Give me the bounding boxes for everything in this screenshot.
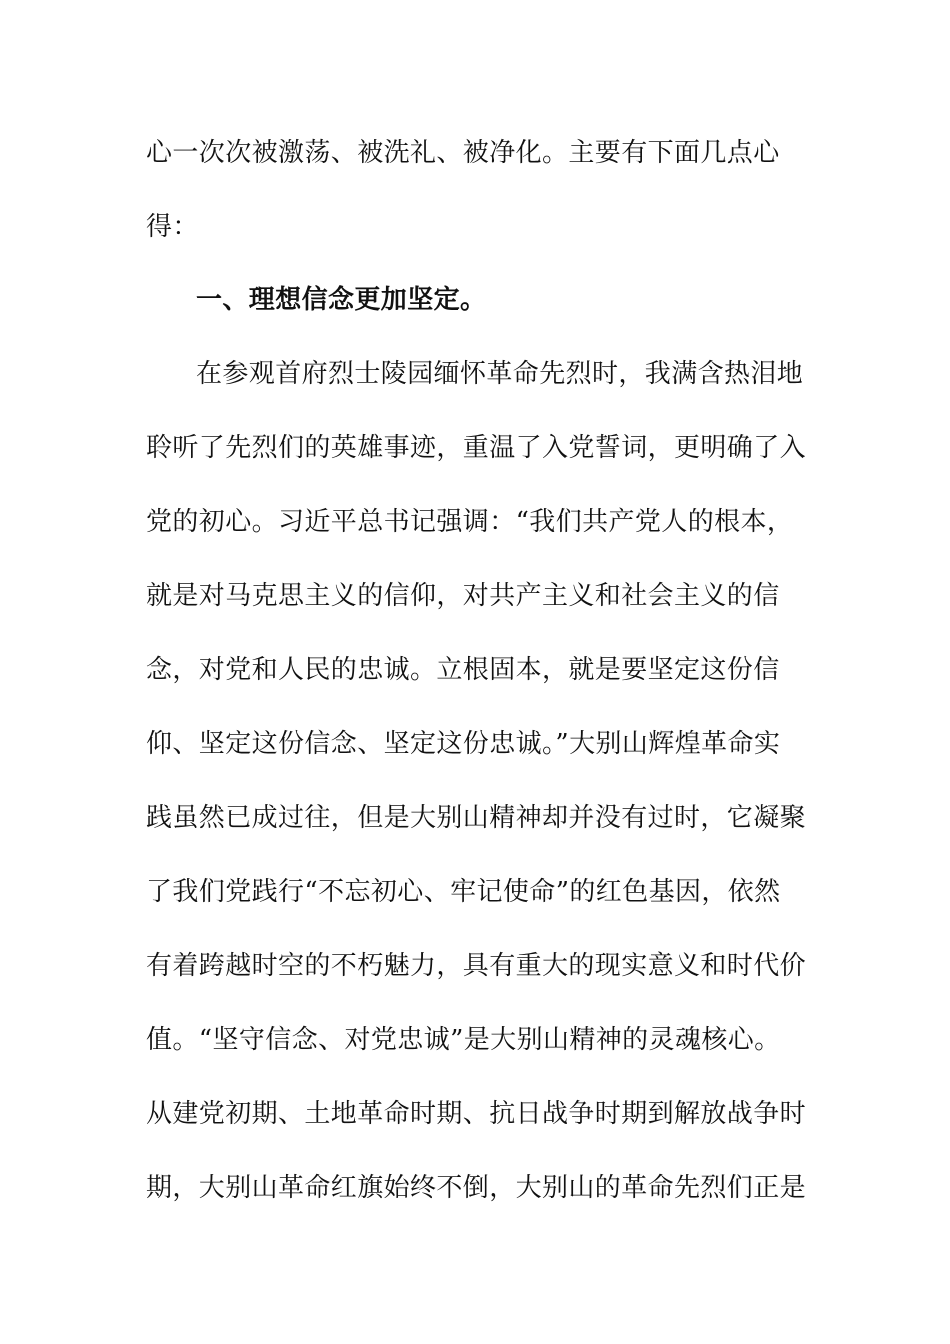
- text-line: 有着跨越时空的不朽魅力，具有重大的现实意义和时代价: [146, 951, 807, 981]
- text-line: 践虽然已成过往，但是大别山精神却并没有过时，它凝聚: [146, 803, 807, 833]
- text-line: 念，对党和人民的忠诚。立根固本，就是要坚定这份信: [146, 655, 780, 685]
- text-line: 就是对马克思主义的信仰，对共产主义和社会主义的信: [146, 581, 780, 611]
- text-line: 党的初心。习近平总书记强调：“我们共产党人的根本，: [146, 507, 794, 537]
- text-line: 从建党初期、土地革命时期、抗日战争时期到解放战争时: [146, 1099, 807, 1129]
- text-line: 了我们党践行“不忘初心、牢记使命”的红色基因，依然: [146, 877, 781, 907]
- text-line: 得：: [146, 212, 199, 242]
- paragraph-first-line: 在参观首府烈士陵园缅怀革命先烈时，我满含热泪地: [196, 359, 804, 389]
- text-line: 聆听了先烈们的英雄事迹，重温了入党誓词，更明确了入: [146, 433, 807, 463]
- text-line: 值。“坚守信念、对党忠诚”是大别山精神的灵魂核心。: [146, 1025, 781, 1055]
- section-heading: 一、理想信念更加坚定。: [196, 285, 487, 315]
- text-line: 仰、坚定这份信念、坚定这份忠诚。”大别山辉煌革命实: [146, 729, 781, 759]
- text-line: 心一次次被激荡、被洗礼、被净化。主要有下面几点心: [146, 138, 780, 168]
- text-line: 期，大别山革命红旗始终不倒，大别山的革命先烈们正是: [146, 1173, 807, 1203]
